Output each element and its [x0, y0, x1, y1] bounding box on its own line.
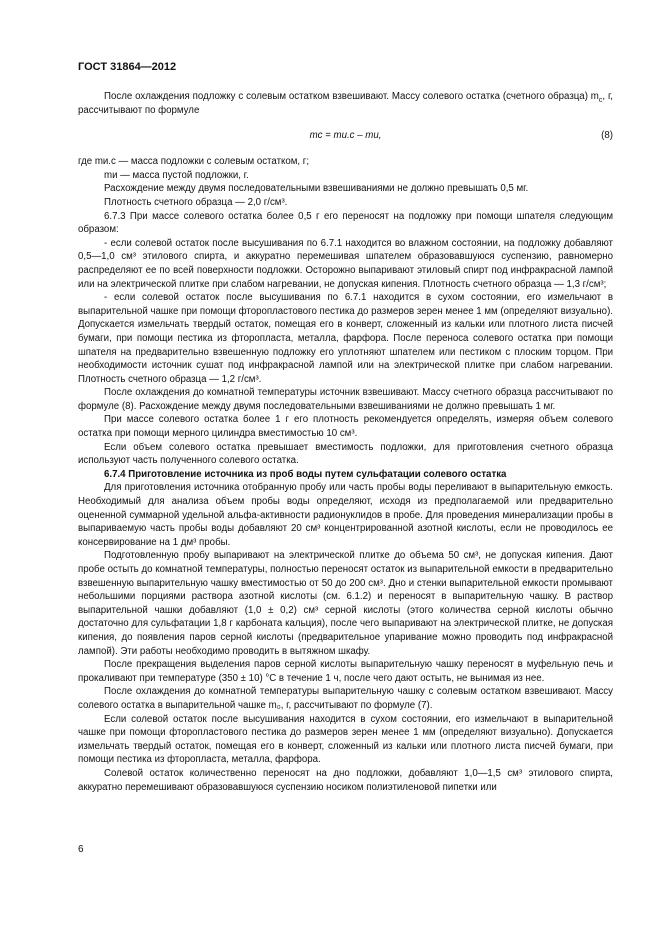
paragraph: Расхождение между двумя последовательными взвешиваниями не должно превышать 0,5 мг. [104, 183, 529, 195]
where-line: где mи.с — масса подложки с солевым остатком, г; [78, 156, 310, 168]
subscript: с [598, 96, 603, 104]
paragraph-text: , г, рассчитывают по формуле [78, 91, 613, 116]
page-number: 6 [78, 844, 84, 855]
document-header-title: ГОСТ 31864—2012 [78, 61, 177, 73]
paragraph: Если объем солевого остатка превышает вместимость подложки, для приготовления счетного образца используют часть полученного солевого остатка. [78, 441, 613, 467]
paragraph: Плотность счетного образца — 2,0 г/см³. [104, 196, 288, 208]
paragraph-text: После охлаждения подложку с солевым остатком взвешивают. Массу солевого остатка (счетного образца) m [104, 91, 599, 102]
section-heading: 6.7.4 Приготовление источника из проб воды путем сульфатации солевого остатка [104, 468, 507, 480]
paragraph: Подготовленную пробу выпаривают на электрической плитке до объема 50 см³, не допуская кипения. Дают пробе остыть до комнатной температуры, полностью переносят остаток из выпарительной емкости в предварительно взвешенную выпарительную чашку вместимостью от 50 до 200 см³. Дно и стенки выпарительной емкости промывают небольшими порциями раствора азотной кислоты (см. 6.1.2) и переносят в выпарительную чашку. В раствор выпарительной чашки добавляют (1,0 ± 0,2) см³ серной кислоты (этого количества серной кислоты обычно достаточно для сульфатации 1,8 г карбоната кальция), после чего выпаривают на электрической плитке, не допуская кипения, до появления паров серной кислоты (предварительное упаривание можно проводить под инфракрасной лампой). Эти работы необходимо проводить в вытяжном шкафу. [78, 550, 613, 657]
list-item: - если солевой остаток после высушивания по 6.7.1 находится во влажном состоянии, на подложку добавляют 0,5—1,0 см³ этилового спирта, и аккуратно перемешивая шпателем образовавшуюся суспензию, равномерно распределяют ее по всей поверхности подложки. Осторожно выпаривают этиловый спирт под инфракрасной лампой или на электрической плитке при слабом нагревании, не допуская кипения. Плотность счетного образца — 1,3 г/см³; [78, 237, 613, 290]
paragraph: После охлаждения до комнатной температуры выпарительную чашку с солевым остатком взвешивают. Массу солевого остатка в выпарительной чашке m₀, г, рассчитывают по формуле (7). [78, 686, 613, 711]
paragraph: После прекращения выделения паров серной кислоты выпарительную чашку переносят в муфельную печь и прокаливают при температуре (350 ± 10) °С в течение 1 ч, после чего дают остыть, не вынимая из нее. [78, 659, 613, 684]
paragraph: Солевой остаток количественно переносят на дно подложки, добавляют 1,0—1,5 см³ этилового спирта, аккуратно перемешивают образовавшуюся суспензию носиком полиэтиленовой пипетки или [78, 767, 613, 793]
formula: mс = mи.с – mи, [309, 130, 382, 142]
document-body [78, 90, 613, 794]
paragraph: При массе солевого остатка более 1 г его плотность рекомендуется определять, измеряя объем солевого остатка при помощи мерного цилиндра вместимостью 10 см³. [78, 414, 613, 440]
paragraph [78, 90, 613, 117]
where-line: mи — масса пустой подложки, г. [104, 169, 249, 181]
formula-row [78, 125, 613, 147]
formula-number: (8) [601, 130, 613, 142]
paragraph: Для приготовления источника отобранную пробу или часть пробы воды переливают в выпарительную емкость. Необходимый для анализа объем пробы воды определяют, исходя из предполагаемой или предварительно оцененной суммарной удельной альфа-активности радионуклидов в пробе. Для проведения минерализации пробы в выпариваемую часть пробы воды добавляют 20 см³ концентрированной азотной кислоты, если не проводилось ее консервирование на 1 дм³ пробы. [78, 482, 613, 548]
list-item: - если солевой остаток после высушивания по 6.7.1 находится в сухом состоянии, его измельчают в выпарительной чашке при помощи фторопластового пестика до размеров зерен менее 1 мм (определяют визуально). Допускается измельчать твердый остаток, помещая его в конверт, сложенный из кальки или плотного листа писчей бумаги, при помощи пестика из фторопласта, металла, фарфора. После переноса солевого остатка при помощи шпателя на предварительно взвешенную подложку его уплотняют шпателем или пестиком с плоским торцом. При необходимости источник сушат под инфракрасной лампой или на электрической плитке при слабом нагревании. Плотность счетного образца — 1,2 г/см³. [78, 292, 613, 385]
paragraph: После охлаждения до комнатной температуры источник взвешивают. Массу счетного образца рассчитывают по формуле (8). Расхождение между двумя последовательными взвешиваниями не должно превышать 1 мг. [78, 387, 613, 412]
paragraph: Если солевой остаток после высушивания находится в сухом состоянии, его измельчают в выпарительной чашке при помощи фторопластового пестика до размеров зерен менее 1 мм (определяют визуально). Допускается измельчать твердый остаток, помещая его в конверт, сложенный из кальки или плотного листа писчей бумаги, при помощи пестика из фторопласта, металла, фарфора. [78, 713, 613, 766]
paragraph: 6.7.3 При массе солевого остатка более 0,5 г его переносят на подложку при помощи шпателя следующим образом: [78, 210, 613, 236]
